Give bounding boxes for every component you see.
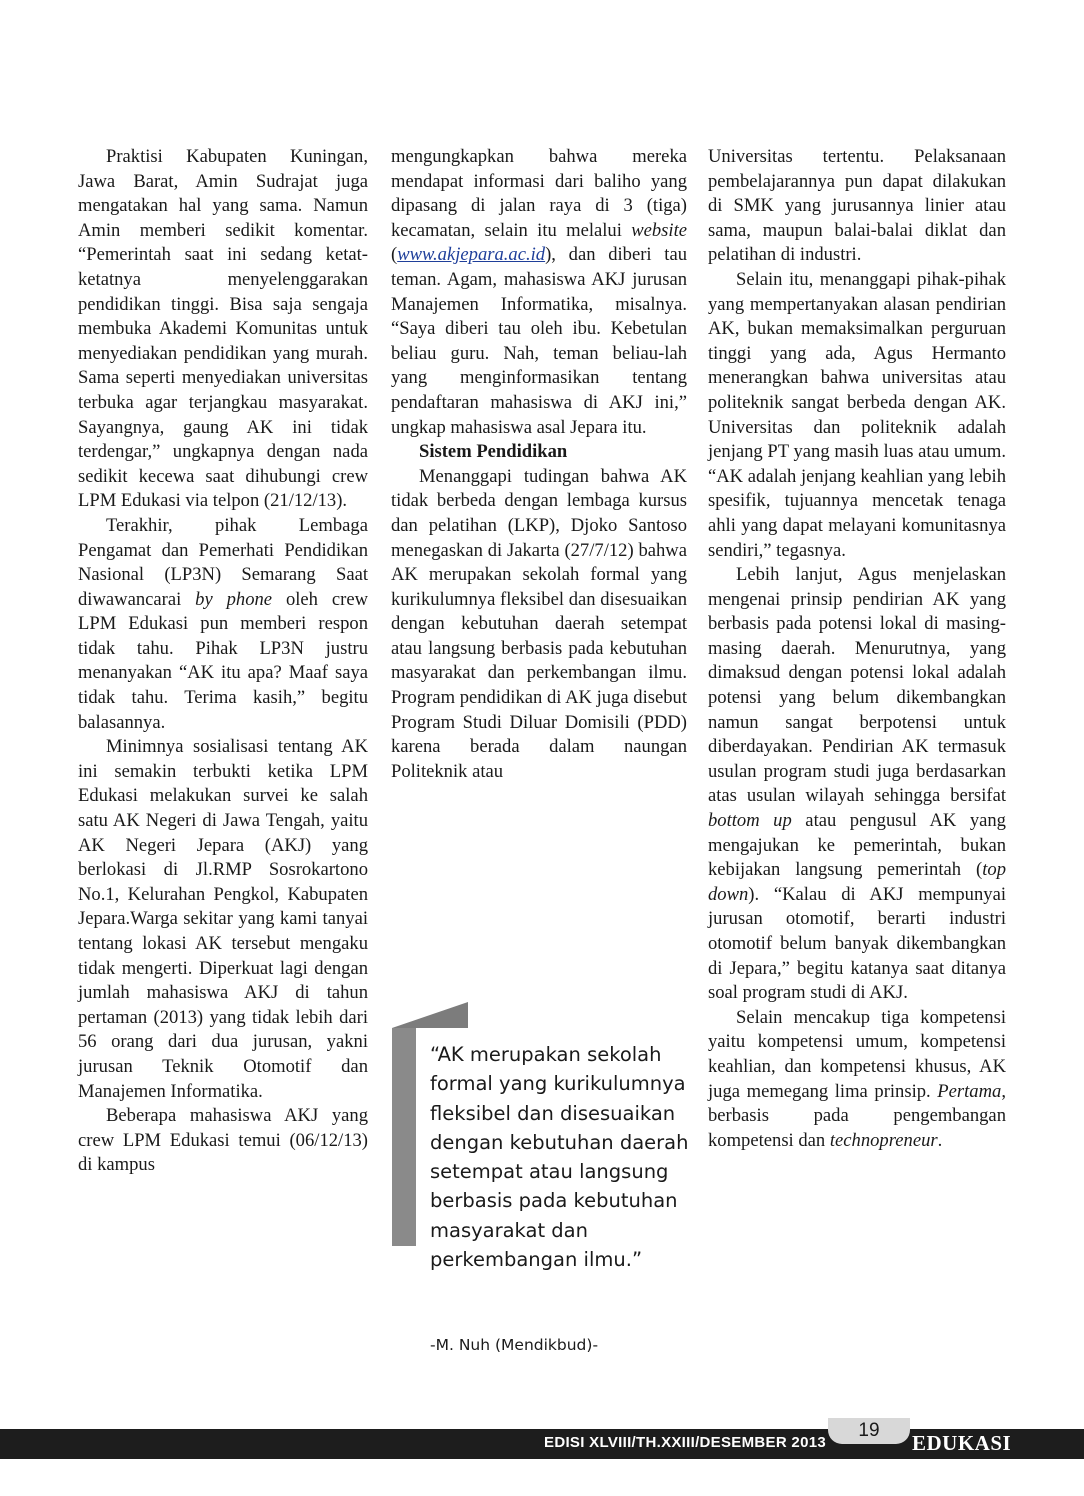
website-link[interactable]: www.akjepara.ac.id xyxy=(397,244,546,266)
text-run: mengungkapkan bahwa mereka mendapat informasi dari baliho yang dipasang di jalan raya di 3 (tiga) kecamatan, selain itu melalui xyxy=(391,146,687,241)
text-run: Terakhir, pihak Lembaga Pengamat dan Pemerhati Pendidikan Nasional (LP3N) Semarang Saat diwawancarai xyxy=(78,514,368,610)
paragraph xyxy=(708,1006,1006,1154)
italic-run: by phone xyxy=(195,588,273,610)
text-run: oleh crew LPM Edukasi pun memberi respon tidak tahu. Pihak LP3N justru menanyakan “AK itu apa? Maaf saya tidak tahu. Terima kasih,” begitu balasannya. xyxy=(78,588,369,733)
italic-run: technopreneur xyxy=(829,1129,938,1151)
italic-run: website xyxy=(631,219,687,241)
section-heading: Sistem Pendidikan xyxy=(419,441,568,463)
text-run: ), dan diberi tau teman. Agam, mahasiswa AKJ jurusan Manajemen Informatika, misalnya. “Saya diberi tau oleh ibu. Kebetulan beliau guru. Nah, teman beliau-lah yang menginformasikan tentang pendaftaran mahasiswa di AKJ ini,” ungkap mahasiswa asal Jepara itu. xyxy=(391,244,687,438)
paragraph: Minimnya sosialisasi tentang AK ini semakin terbukti ketika LPM Edukasi melakukan survei ke salah satu AK Negeri di Jawa Tengah, yaitu AK Negeri Jepara (AKJ) yang berlokasi di Jl.RMP Sosrokartono No.1, Kelurahan Pengkol, Kabupaten Jepara.Warga sekitar yang kami tanyai tentang lokasi AK tersebut mengaku tidak mengerti. Diperkuat lagi dengan jumlah mahasiswa AKJ di tahun pertaman (2013) yang tidak lebih dari 56 orang dari dua jurusan, yakni jurusan Teknik Otomotif dan Manajemen Informatika. xyxy=(78,736,368,1102)
article-column-2 xyxy=(391,145,687,784)
paragraph: Universitas tertentu. Pelaksanaan pembelajarannya pun dapat dilakukan di SMK yang jurusannya linier atau sama, maupun balai-balai diklat dan pelatihan di industri. xyxy=(708,146,1006,266)
pull-quote-author: -M. Nuh (Mendikbud)- xyxy=(430,1336,599,1354)
text-run: , berbasis pada pengembangan kompetensi dan xyxy=(708,1080,1006,1151)
quote-bar xyxy=(392,1028,416,1246)
text-run: Selain mencakup tiga kompetensi yaitu kompetensi umum, kompetensi keahlian, dan kompetensi khusus, AK juga memegang lima prinsip. xyxy=(708,1006,1006,1102)
article-column-1 xyxy=(78,145,368,1178)
italic-run: Pertama xyxy=(937,1080,1002,1102)
paragraph: Beberapa mahasiswa AKJ yang crew LPM Edukasi temui (06/12/13) di kampus xyxy=(78,1105,368,1176)
italic-run: bottom up xyxy=(708,810,792,832)
paragraph: Menanggapi tudingan bahwa AK tidak berbeda dengan lembaga kursus dan pelatihan (LKP), Djoko Santoso menegaskan di Jakarta (27/7/12) bahwa AK merupakan sekolah formal yang kurikulumnya fleksibel dan disesuaikan dengan kebutuhan daerah setempat atau langsung berbasis pada kebutuhan masyarakat dan perkembangan ilmu. Program pendidikan di AK juga disebut Program Studi Diluar Domisili (PDD) karena berada dalam naungan Politeknik atau xyxy=(391,465,687,782)
paragraph xyxy=(391,145,687,440)
text-run: ). “Kalau di AKJ mempunyai jurusan otomotif, berarti industri otomotif belum banyak dikembangkan di Jepara,” begitu katanya saat ditanya soal program studi di AKJ. xyxy=(708,883,1006,1004)
text-run: Lebih lanjut, Agus menjelaskan mengenai prinsip pendirian AK yang berbasis pada potensi lokal di masing-masing daerah. Menurutnya, yang dimaksud dengan potensi lokal adalah potensi yang belum dikembangkan namun sangat berpotensi untuk diberdayakan. Pendirian AK termasuk usulan program studi juga berdasarkan atas usulan wilayah sehingga bersifat xyxy=(708,564,1006,807)
paragraph: Praktisi Kabupaten Kuningan, Jawa Barat, Amin Sudrajat juga mengatakan hal yang sama. Namun Amin memberi sedikit komentar. “Pemerintah saat ini sedang ketat-ketatnya menyelenggarakan pendidikan tinggi. Bisa saja sengaja membuka Akademi Komunitas untuk menyediakan pendidikan yang murah. Sama seperti menyediakan universitas terbuka agar terjangkau masyarakat. Sayangnya, gaung AK ini tidak terdengar,” ungkapnya dengan nada sedikit kecewa saat dihubungi crew LPM Edukasi via telpon (21/12/13). xyxy=(78,146,368,512)
paragraph: Selain itu, menanggapi pihak-pihak yang mempertanyakan alasan pendirian AK, bukan memaksimalkan perguruan tinggi yang ada, Agus Hermanto menerangkan bahwa universitas atau politeknik sangat berbeda dengan AK. Universitas dan politeknik adalah jenjang PT yang masih luas atau umum. “AK adalah jenjang keahlian yang lebih spesifik, tujuannya mencetak tenaga ahli yang dapat melayani komunitasnya sendiri,” tegasnya. xyxy=(708,268,1006,561)
paragraph xyxy=(708,563,1006,1006)
magazine-brand: EDUKASI xyxy=(912,1431,1012,1455)
paragraph xyxy=(78,514,368,735)
pull-quote-text: “AK merupakan sekolah formal yang kurikulumnya fleksibel dan disesuaikan dengan kebutuhan daerah setempat atau langsung berbasis pada kebutuhan masyarakat dan perkembangan ilmu.” xyxy=(430,1043,689,1272)
text-run: ( xyxy=(391,244,398,266)
pull-quote xyxy=(392,1002,692,1362)
article-column-3 xyxy=(708,145,1006,1153)
quote-bar-cap xyxy=(392,1002,468,1028)
text-run: . xyxy=(937,1129,943,1151)
text-run: atau pengusul AK yang mengajukan ke pemerintah, bukan kebijakan langsung pemerintah ( xyxy=(708,810,1006,881)
italic-run: top down xyxy=(708,859,1006,905)
footer-issue-label: EDISI XLVIII/TH.XXIII/DESEMBER 2013 xyxy=(544,1434,826,1451)
page-number: 19 xyxy=(858,1420,880,1441)
